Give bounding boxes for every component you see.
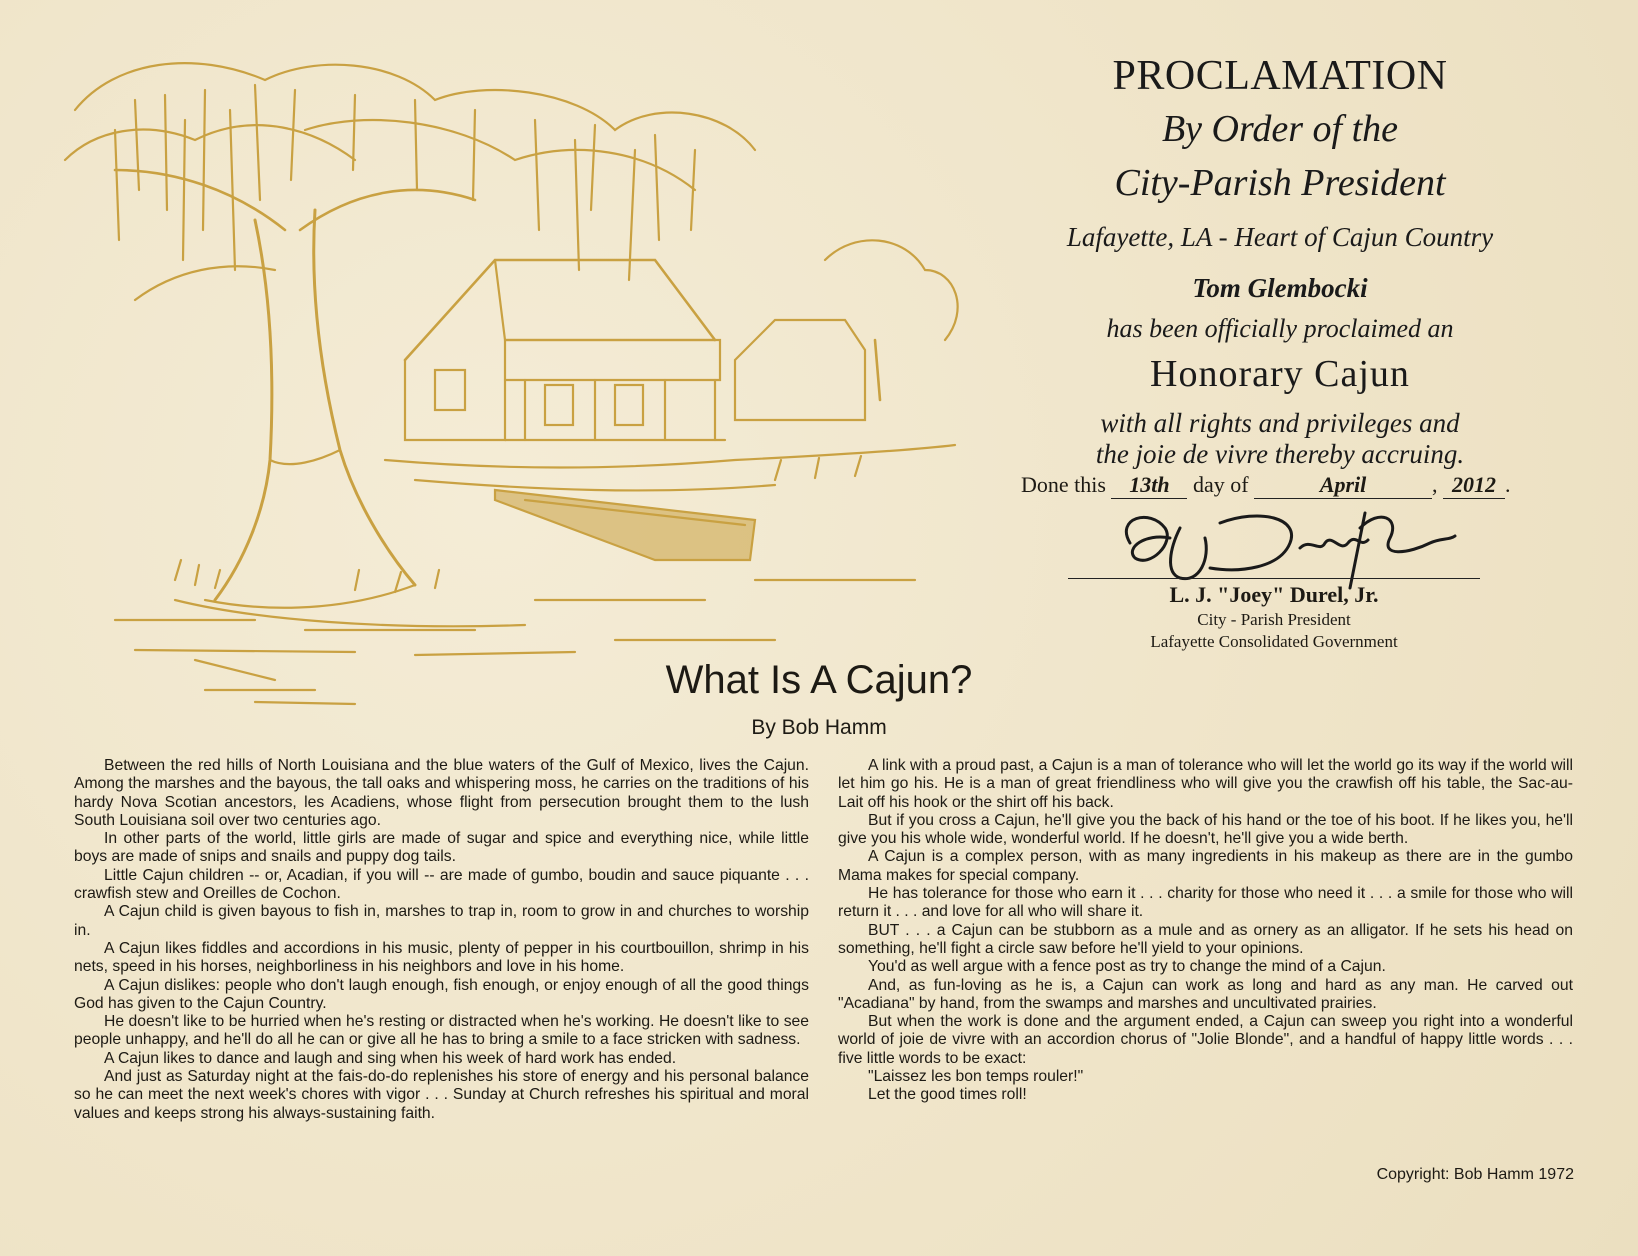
paragraph: "Laissez les bon temps rouler!" bbox=[868, 1068, 1084, 1086]
rights-line-1: with all rights and privileges and bbox=[1100, 408, 1460, 438]
honorary-title: Honorary Cajun bbox=[1150, 353, 1410, 395]
date-row: Done this 13th day of April , 2012 . bbox=[1021, 472, 1511, 497]
essay-title bbox=[0, 658, 1638, 703]
proclaimed-line: has been officially proclaimed an bbox=[1106, 314, 1454, 343]
paragraph: And just as Saturday night at the fais-do-do replenishes his store of energy and his personal balance so he can meet the next week's chores with vigor . . . Sunday at Church refreshes his spiritual and moral values and keeps strong his always-sustaining faith. bbox=[74, 1068, 809, 1122]
essay-left-column bbox=[74, 757, 809, 1123]
proclamation-office-line: City-Parish President bbox=[1114, 162, 1446, 204]
paragraph: A Cajun dislikes: people who don't laugh enough, fish enough, or enjoy enough of all the good things God has given to the Cajun Country. bbox=[74, 976, 809, 1012]
signer-block bbox=[1068, 582, 1480, 652]
essay-right-column bbox=[838, 757, 1573, 1105]
paragraph: A Cajun likes fiddles and accordions in his music, plenty of pepper in his courtbouillon, shrimp in his nets, speed in his horses, neighborliness in his neighbors and love in his home. bbox=[74, 939, 809, 976]
bayou-house-illustration bbox=[55, 40, 995, 720]
day-of-label: day of bbox=[1192, 472, 1249, 497]
proclamation-order-line: By Order of the bbox=[1161, 108, 1399, 150]
paragraph: But when the work is done and the argument ended, a Cajun can sweep you right into a wonderful world of joie de vivre with an accordion chorus of "Jolie Blonde", and a handful of happy little words . . . five little words to be exact: bbox=[838, 1013, 1573, 1067]
paragraph: He doesn't like to be hurried when he's resting or distracted when he's working. He doesn't like to see people unhappy, and he'll do all he can or give all he has to bring a smile to a face stricken with sadness. bbox=[74, 1013, 809, 1049]
proclamation-block bbox=[1000, 50, 1560, 470]
rights-line-2: the joie de vivre thereby accruing. bbox=[1095, 439, 1465, 469]
paragraph: Little Cajun children -- or, Acadian, if you will -- are made of gumbo, boudin and sauce piquante . . . crawfish stew and Oreilles de Cochon. bbox=[74, 866, 809, 903]
signer-title: City - Parish President bbox=[1197, 610, 1351, 629]
paragraph: A Cajun child is given bayous to fish in, marshes to trap in, room to grow in and churches to worship in. bbox=[74, 903, 809, 939]
proclamation-location: Lafayette, LA - Heart of Cajun Country bbox=[1066, 222, 1494, 252]
day-field: 13th bbox=[1111, 472, 1187, 499]
signer-organization: Lafayette Consolidated Government bbox=[1150, 632, 1398, 651]
paragraph: You'd as well argue with a fence post as try to change the mind of a Cajun. bbox=[868, 958, 1386, 976]
signature-line bbox=[1068, 578, 1480, 579]
paragraph: In other parts of the world, little girls are made of sugar and spice and everything nice, while little boys are made of snips and snails and puppy dog tails. bbox=[74, 830, 809, 866]
honoree-name: Tom Glembocki bbox=[1192, 273, 1368, 303]
paragraph: Between the red hills of North Louisiana and the blue waters of the Gulf of Mexico, lives the Cajun. Among the marshes and the bayous, the tall oaks and whispering moss, he carries on the traditions of his hardy Nova Scotian ancestors, les Acadiens, whose flight from persecution brought them to the lush South Louisiana soil over two centuries ago. bbox=[74, 757, 809, 829]
signer-name: L. J. "Joey" Durel, Jr. bbox=[1169, 582, 1379, 607]
proclamation-title: PROCLAMATION bbox=[1112, 53, 1448, 99]
paragraph: Let the good times roll! bbox=[868, 1086, 1027, 1104]
essay-title-text: What Is A Cajun? bbox=[665, 658, 973, 702]
copyright-notice: Copyright: Bob Hamm 1972 bbox=[1376, 1166, 1574, 1183]
done-label: Done this bbox=[1021, 472, 1106, 497]
paragraph: A link with a proud past, a Cajun is a man of tolerance who will let the world go its way if the world will let him go his. He is a man of great friendliness who will give you the crawfish off his table, the Sac-au-Lait off his hook or the shirt off his back. bbox=[838, 757, 1573, 811]
paragraph: BUT . . . a Cajun can be stubborn as a mule and as ornery as an alligator. If he sets his head on something, he'll fight a circle saw before he'll yield to your opinions. bbox=[838, 921, 1573, 957]
month-field: April bbox=[1254, 472, 1432, 499]
paragraph: He has tolerance for those who earn it . . . charity for those who need it . . . a smile for those who will return it . . . and love for all who will share it. bbox=[838, 885, 1573, 921]
paragraph: And, as fun-loving as he is, a Cajun can work as long and hard as any man. He carved out "Acadiana" by hand, from the swamps and marshes and uncultivated prairies. bbox=[838, 976, 1573, 1012]
year-field: 2012 bbox=[1443, 472, 1505, 499]
paragraph: But if you cross a Cajun, he'll give you the back of his hand or the toe of his boot. If he likes you, he'll give you his whole wide, wonderful world. If he doesn't, he'll give you a wide berth. bbox=[838, 811, 1573, 848]
paragraph: A Cajun likes to dance and laugh and sing when his week of hard work has ended. bbox=[104, 1049, 677, 1067]
paragraph: A Cajun is a complex person, with as many ingredients in his makeup as there are in the gumbo Mama makes for special company. bbox=[838, 848, 1573, 884]
essay-byline: By Bob Hamm bbox=[751, 716, 887, 739]
